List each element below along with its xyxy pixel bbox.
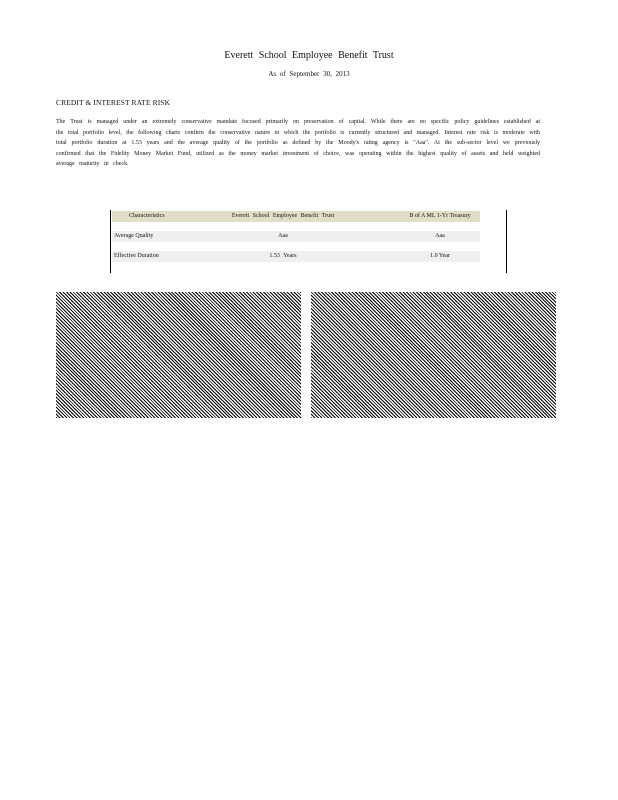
row-trust-value: 1.53 Years — [269, 253, 297, 259]
row-benchmark-value: Aaa — [435, 233, 445, 239]
table-left-border — [110, 210, 111, 273]
header-trust: Everett School Employee Benefit Trust — [231, 213, 335, 219]
row-benchmark-value: 1.0 Year — [430, 253, 450, 259]
chart-placeholder-right — [311, 292, 556, 418]
row-trust-value: Aaa — [278, 233, 288, 239]
table-right-border — [506, 210, 507, 273]
report-date: As of September 30, 2013 — [268, 70, 350, 78]
section-heading: CREDIT & INTEREST RATE RISK — [56, 98, 171, 107]
header-characteristics: Characteristics — [129, 213, 165, 219]
document-title: Everett School Employee Benefit Trust — [224, 50, 394, 61]
row-label: Average Quality — [114, 233, 154, 239]
chart-placeholder-left — [56, 292, 301, 418]
row-label: Effective Duration — [114, 253, 159, 259]
header-benchmark: B of A ML 1-Yr Treasury — [409, 213, 471, 219]
body-paragraph: The Trust is managed under an extremely conservative mandate focused primarily on preservation of capital. While there are no specific policy guidelines established at the total portfolio level, the following charts confirm the conservative nature in which the portfolio is currently structured and managed. Interest rate risk is moderate with total portfolio duration at 1.53 years and the average quality of the portfolio as defined by the Moody's rating agency is "Aaa". At the sub-sector level we previously confirmed that the Fidelity Money Market Fund, utilized as the money market investment of choice, was operating within the highest quality of assets and held weighted average maturity in check. — [56, 119, 540, 168]
characteristics-table — [110, 210, 507, 273]
